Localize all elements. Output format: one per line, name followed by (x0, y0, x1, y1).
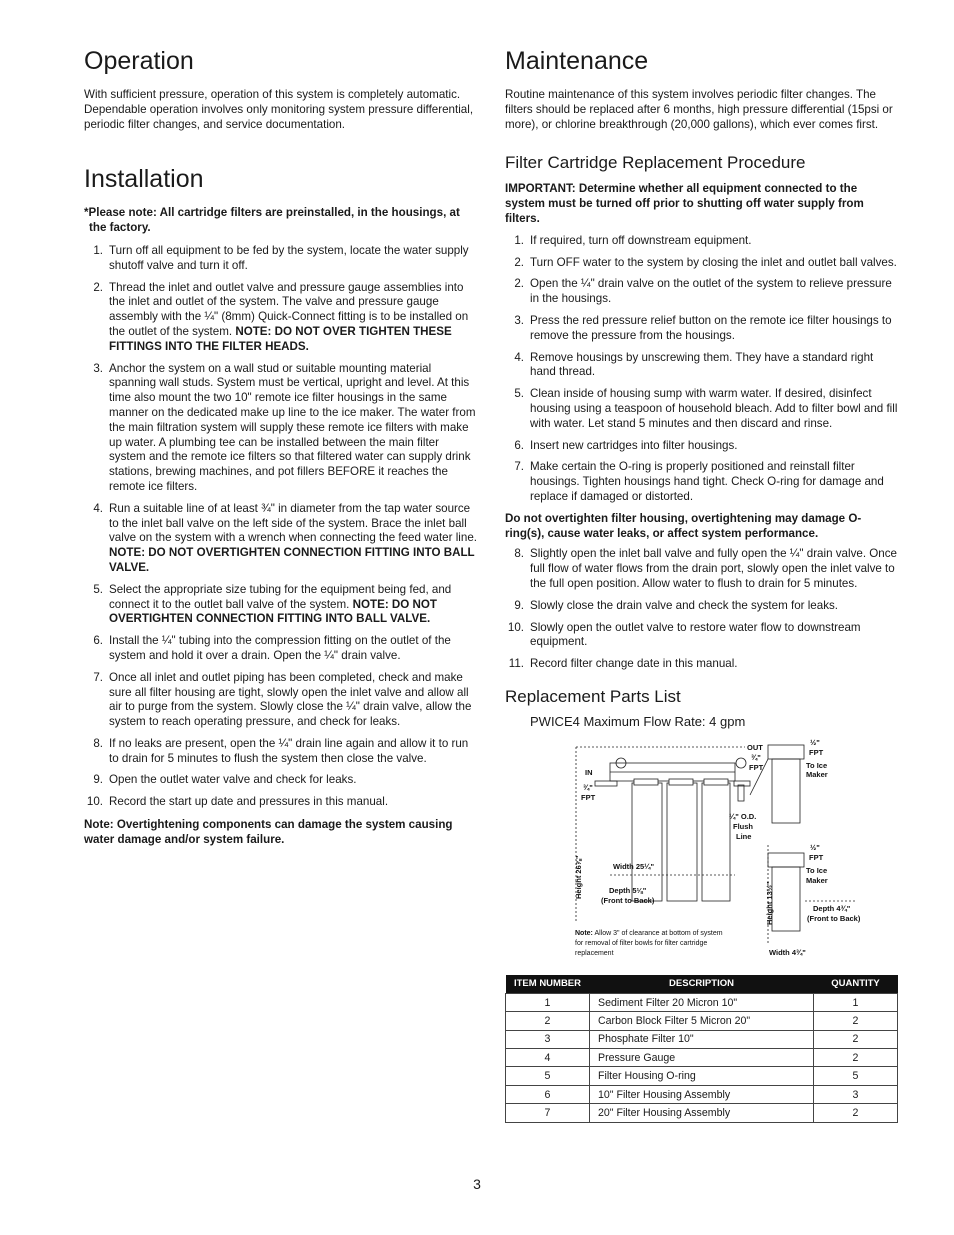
list-item: 7. Make certain the O-ring is properly positioned and reinstall filter housings. Tighten housings hand tight. Check O-ring for damage and replace if damaged or distorted. (514, 460, 884, 503)
maintenance-title: Maintenance (505, 47, 649, 75)
col-description: DESCRIPTION (590, 975, 814, 994)
in-size: ¾" (583, 782, 593, 792)
installation-note: *Please note: All cartridge filters are preinstalled, in the housings, at the factory. (84, 206, 460, 235)
table-row: 6 10" Filter Housing Assembly 3 (506, 1085, 898, 1103)
list-item: 9. Slowly close the drain valve and check the system for leaks. (514, 598, 839, 612)
list-item: 3. Press the red pressure relief button on the remote ice filter housings to remove the pressure from the housings. (514, 313, 892, 342)
drain-label2: Flush (733, 821, 753, 831)
list-item: 5. Select the appropriate size tubing for the equipment being fed, and connect it to the outlet ball valve of the system. NOTE: DO NOT OVERTIGHTEN CONNECTION FITTING INTO BALL VALVE. (93, 582, 452, 626)
drain-label3: Line (736, 831, 752, 841)
out-fpt: FPT (749, 762, 764, 772)
in-label: IN (585, 767, 593, 777)
procedure-important: IMPORTANT: Determine whether all equipment connected to the system must be turned off prior to shutting off water supply from filters. (505, 182, 864, 225)
col-quantity: QUANTITY (814, 975, 898, 994)
procedure-steps-a (505, 234, 899, 505)
parts-table (505, 975, 898, 1123)
list-item: 9. Open the outlet water valve and check for leaks. (93, 773, 357, 787)
operation-title: Operation (84, 47, 194, 75)
table-row: 2 Carbon Block Filter 5 Micron 20" 2 (506, 1012, 898, 1030)
list-item: 4. Run a suitable line of at least ¾" in diameter from the tap water source to the inlet ball valve on the left side of the system. Brace the inlet ball valve on the system with a wrench when connecting the feed water line. NOTE: DO NOT OVERTIGHTEN CONNECTION FITTING INTO BALL VALVE. (93, 501, 477, 574)
table-row: 7 20" Filter Housing Assembly 2 (506, 1104, 898, 1122)
in-fpt: FPT (581, 792, 596, 802)
drain-label: ¼" O.D. (729, 811, 757, 821)
svg-text:for removal of filter bowls fo: for removal of filter bowls for filter cartridge (575, 939, 708, 947)
installation-steps (84, 244, 478, 810)
ice-bot-size: ½" (810, 842, 820, 852)
installation-footnote: Note: Overtightening components can damage the system causing water damage and/or system failure. (84, 818, 453, 846)
table-row: 4 Pressure Gauge 2 (506, 1049, 898, 1067)
ice-bot-to: To Ice (806, 865, 828, 875)
table-row: 1 Sediment Filter 20 Micron 10" 1 (506, 993, 898, 1011)
clearance-note (575, 930, 723, 957)
table-row: 3 Phosphate Filter 10" 2 (506, 1030, 898, 1048)
depth-main2: (Front to Back) (601, 895, 655, 905)
list-item: 3. Anchor the system on a wall stud or suitable mounting material spanning wall studs. System must be vertical, upright and level. At this time also mount the two 10" remote ice filter housings in the same manner on the dedicated make up line to the ice maker. The water from the main filtration system will supply these remote ice filters with make up water. A plumbing tee can be installed between the main filter system and the remote ice filters so that filtered water can supply drink stations, brewing machines, and pot fillers BEFORE it reaches the remote ice filters. (93, 361, 476, 493)
svg-text:replacement: replacement (575, 949, 614, 957)
out-label: OUT (747, 742, 763, 752)
list-item: 7. Once all inlet and outlet piping has been completed, check and make sure all filter housing are tight, slowly open the inlet valve and allow all air to purge from the system. Slowly close the ¼" drain valve, allow the system to reach operating pressure, and check for leaks. (93, 670, 472, 729)
list-item: 2. Turn OFF water to the system by closing the inlet and outlet ball valves. (514, 255, 897, 269)
ice-top-size: ½" (810, 737, 820, 747)
page-number: 3 (473, 1176, 481, 1192)
list-item: 10. Slowly open the outlet valve to restore water flow to downstream equipment. (507, 620, 861, 649)
depth-ice2: (Front to Back) (807, 913, 861, 923)
ice-bot-fpt: FPT (809, 852, 824, 862)
ice-top-fpt: FPT (809, 747, 824, 757)
ice-bot-maker: Maker (806, 875, 828, 885)
system-diagram (505, 735, 899, 965)
list-item: 2. Open the ¼" drain valve on the outlet of the system to relieve pressure in the housings. (514, 277, 892, 306)
svg-text:Note: Allow 3" of clearance at: Note: Allow 3" of clearance at bottom of system (575, 929, 723, 937)
table-header-row (506, 975, 898, 994)
parts-title: Replacement Parts List (505, 686, 681, 706)
list-item: 5. Clean inside of housing sump with warm water. If desired, disinfect housing using a teaspoon of household bleach. Add to filter bowl and fill with water. Let stand 5 minutes and then discard and rinse. (514, 387, 898, 430)
list-item: 8. If no leaks are present, open the ¼" drain line again and allow it to run to drain for 5 minutes to flush the system then close the valve. (93, 736, 469, 765)
height-main: Height 26⅞" (574, 855, 583, 899)
ice-top-maker: Maker (806, 769, 828, 779)
width-ice: Width 4¾" (769, 947, 806, 957)
right-column (505, 46, 899, 1123)
list-item: 11. Record filter change date in this manual. (508, 657, 738, 671)
list-item: 6. Install the ¼" tubing into the compression fitting on the outlet of the system and hold it over a drain. Open the ¼" drain valve. (93, 634, 451, 662)
width-main: Width 25¼" (613, 861, 654, 871)
list-item: 1. Turn off all equipment to be fed by the system, locate the water supply shutoff valve and turn it off. (93, 243, 469, 272)
list-item: 8. Slightly open the inlet ball valve and fully open the ¼" drain valve. Once full flow of water flows from the drain port, slowly open the inlet valve to the full open position. Allow water to flush to drain for 5 minutes. (514, 547, 897, 590)
procedure-steps-b (505, 547, 899, 672)
ice-top-to: To Ice (806, 760, 828, 770)
table-row: 5 Filter Housing O-ring 5 (506, 1067, 898, 1085)
procedure-warning: Do not overtighten filter housing, overtightening may damage O-ring(s), cause water leaks, or affect system performance. (505, 511, 862, 540)
height-ice: Height 13½" (765, 881, 774, 925)
list-item: 10. Record the start up date and pressures in this manual. (86, 795, 389, 809)
list-item: 6. Insert new cartridges into filter housings. (514, 438, 738, 452)
depth-main: Depth 5⅛" (609, 885, 647, 895)
procedure-title: Filter Cartridge Replacement Procedure (505, 153, 806, 173)
maintenance-body: Routine maintenance of this system involves periodic filter changes. The filters should be replaced after 6 months, high pressure differential (15psi or more), or chlorine breakthrough (20,000 gallons), which ever comes first. (505, 88, 893, 131)
out-size: ¾" (751, 752, 761, 762)
operation-body: With sufficient pressure, operation of this system is completely automatic. Dependable operation involves only monitoring system pressure differential, periodic filter changes, and service documentation. (84, 88, 474, 131)
list-item: 1. If required, turn off downstream equipment. (514, 233, 752, 247)
depth-ice: Depth 4¾" (813, 903, 851, 913)
left-column (84, 46, 478, 848)
main-filter-system (576, 747, 750, 921)
list-item: 4. Remove housings by unscrewing them. They have a standard right hand thread. (514, 350, 874, 379)
parts-subtitle: PWICE4 Maximum Flow Rate: 4 gpm (530, 713, 746, 729)
installation-title: Installation (84, 165, 204, 194)
col-item-number: ITEM NUMBER (506, 975, 590, 994)
list-item: 2. Thread the inlet and outlet valve and pressure gauge assemblies into the inlet and outlet of the system. The valve and pressure gauge assembly with the ¼" (8mm) Quick-Connect fitting is to be installed on the outlet of the system. NOTE: DO NOT OVER TIGHTEN THESE FITTINGS INTO THE FILTER HEADS. (93, 280, 469, 353)
